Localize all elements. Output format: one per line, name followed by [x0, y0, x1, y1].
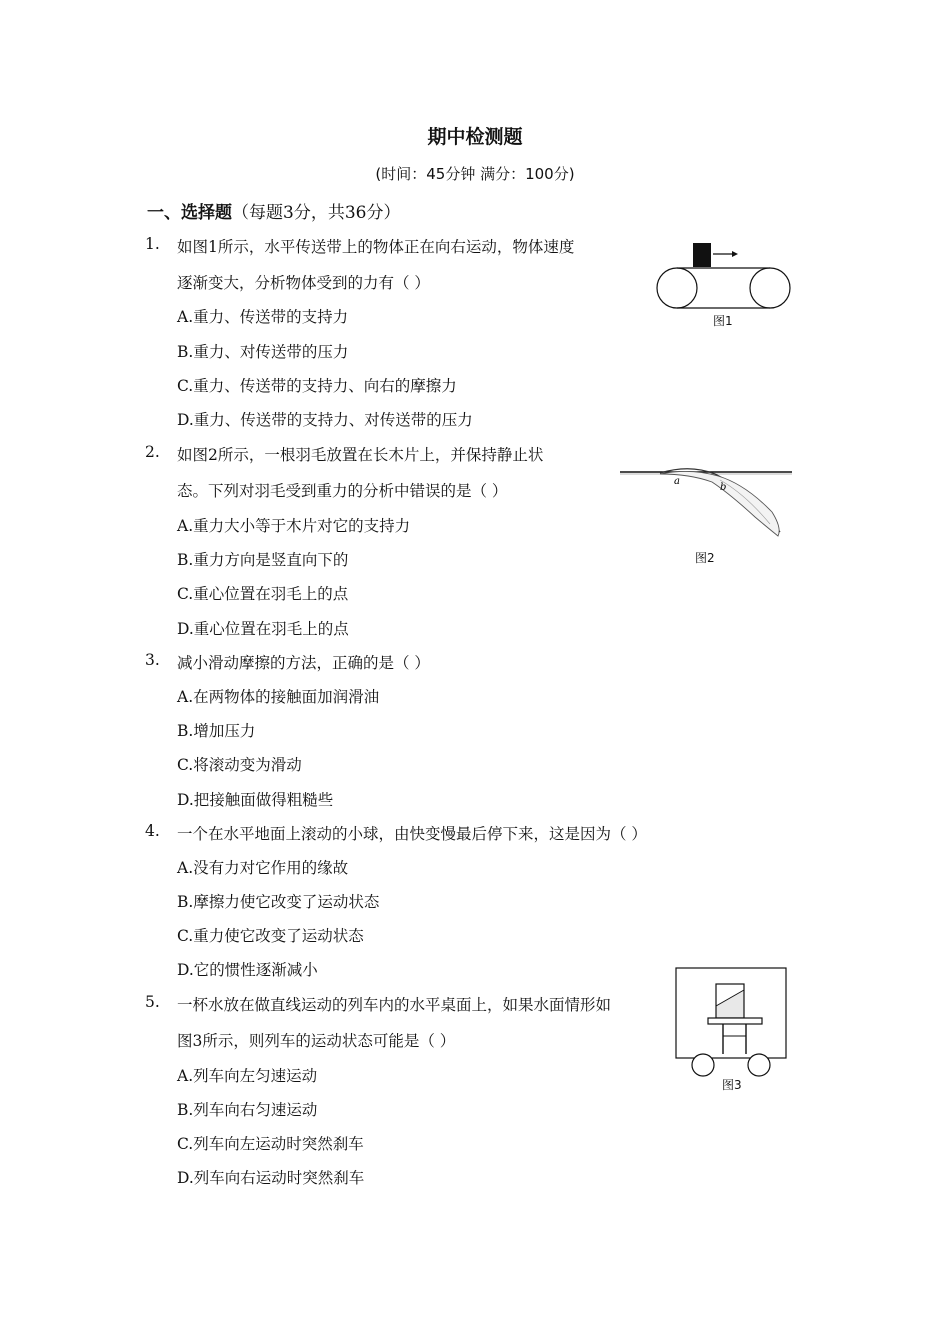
figure-2-feather — [620, 462, 792, 542]
section-heading — [147, 198, 400, 223]
option-b: B.摩擦力使它改变了运动状态 — [177, 893, 380, 911]
left-roller — [657, 268, 697, 308]
left-wheel — [692, 1054, 714, 1076]
option-b: B.重力方向是竖直向下的 — [177, 551, 349, 569]
figure-3-train — [670, 966, 792, 1078]
figure-2-caption: 图2 — [695, 551, 715, 565]
arrow-head — [732, 251, 738, 257]
option-d: D.列车向右运动时突然刹车 — [177, 1169, 365, 1187]
question-number: 4. — [145, 822, 160, 840]
question-stem: 态。下列对羽毛受到重力的分析中错误的是（ ） — [177, 482, 508, 500]
question-stem: 如图2所示，一根羽毛放置在长木片上，并保持静止状 — [177, 446, 544, 464]
option-a: A.没有力对它作用的缘故 — [177, 859, 349, 877]
question-stem: 一杯水放在做直线运动的列车内的水平桌面上，如果水面情形如 — [177, 996, 612, 1014]
point-a-label: a — [674, 476, 680, 487]
option-a: A.重力大小等于木片对它的支持力 — [177, 517, 411, 535]
option-d: D.重力、传送带的支持力、对传送带的压力 — [177, 411, 473, 429]
section-note: （每题3分，共36分） — [232, 203, 401, 223]
option-c: C.重力使它改变了运动状态 — [177, 927, 364, 945]
option-c: C.重力、传送带的支持力、向右的摩擦力 — [177, 377, 457, 395]
section-title: 一、选择题 — [147, 203, 232, 223]
question-stem: 减小滑动摩擦的方法，正确的是（ ） — [177, 654, 430, 672]
option-b: B.增加压力 — [177, 722, 256, 740]
block — [693, 243, 711, 267]
figure-1-conveyor-belt — [650, 238, 800, 313]
question-number: 3. — [145, 651, 160, 669]
page-title: 期中检测题 — [427, 126, 523, 148]
point-b-label: b — [720, 482, 727, 493]
table-top — [708, 1018, 762, 1024]
exam-info: (时间：45分钟 满分：100分) — [375, 165, 575, 183]
option-b: B.重力、对传送带的压力 — [177, 343, 349, 361]
option-b: B.列车向右匀速运动 — [177, 1101, 318, 1119]
question-stem: 如图1所示，水平传送带上的物体正在向右运动，物体速度 — [177, 238, 575, 256]
option-a: A.在两物体的接触面加润滑油 — [177, 688, 380, 706]
option-c: C.重心位置在羽毛上的点 — [177, 585, 349, 603]
figure-3-caption: 图3 — [722, 1078, 742, 1092]
question-number: 5. — [145, 993, 160, 1011]
question-stem: 图3所示，则列车的运动状态可能是（ ） — [177, 1032, 456, 1050]
option-d: D.把接触面做得粗糙些 — [177, 791, 334, 809]
question-stem: 一个在水平地面上滚动的小球，由快变慢最后停下来，这是因为（ ） — [177, 825, 647, 843]
question-number: 2. — [145, 443, 160, 461]
question-number: 1. — [145, 235, 160, 253]
question-stem: 逐渐变大，分析物体受到的力有（ ） — [177, 274, 430, 292]
option-a: A.重力、传送带的支持力 — [177, 308, 349, 326]
option-d: D.重心位置在羽毛上的点 — [177, 620, 349, 638]
option-c: C.将滚动变为滑动 — [177, 756, 302, 774]
right-roller — [750, 268, 790, 308]
option-d: D.它的惯性逐渐减小 — [177, 961, 318, 979]
figure-1-caption: 图1 — [713, 314, 733, 328]
right-wheel — [748, 1054, 770, 1076]
option-a: A.列车向左匀速运动 — [177, 1067, 318, 1085]
option-c: C.列车向左运动时突然刹车 — [177, 1135, 364, 1153]
